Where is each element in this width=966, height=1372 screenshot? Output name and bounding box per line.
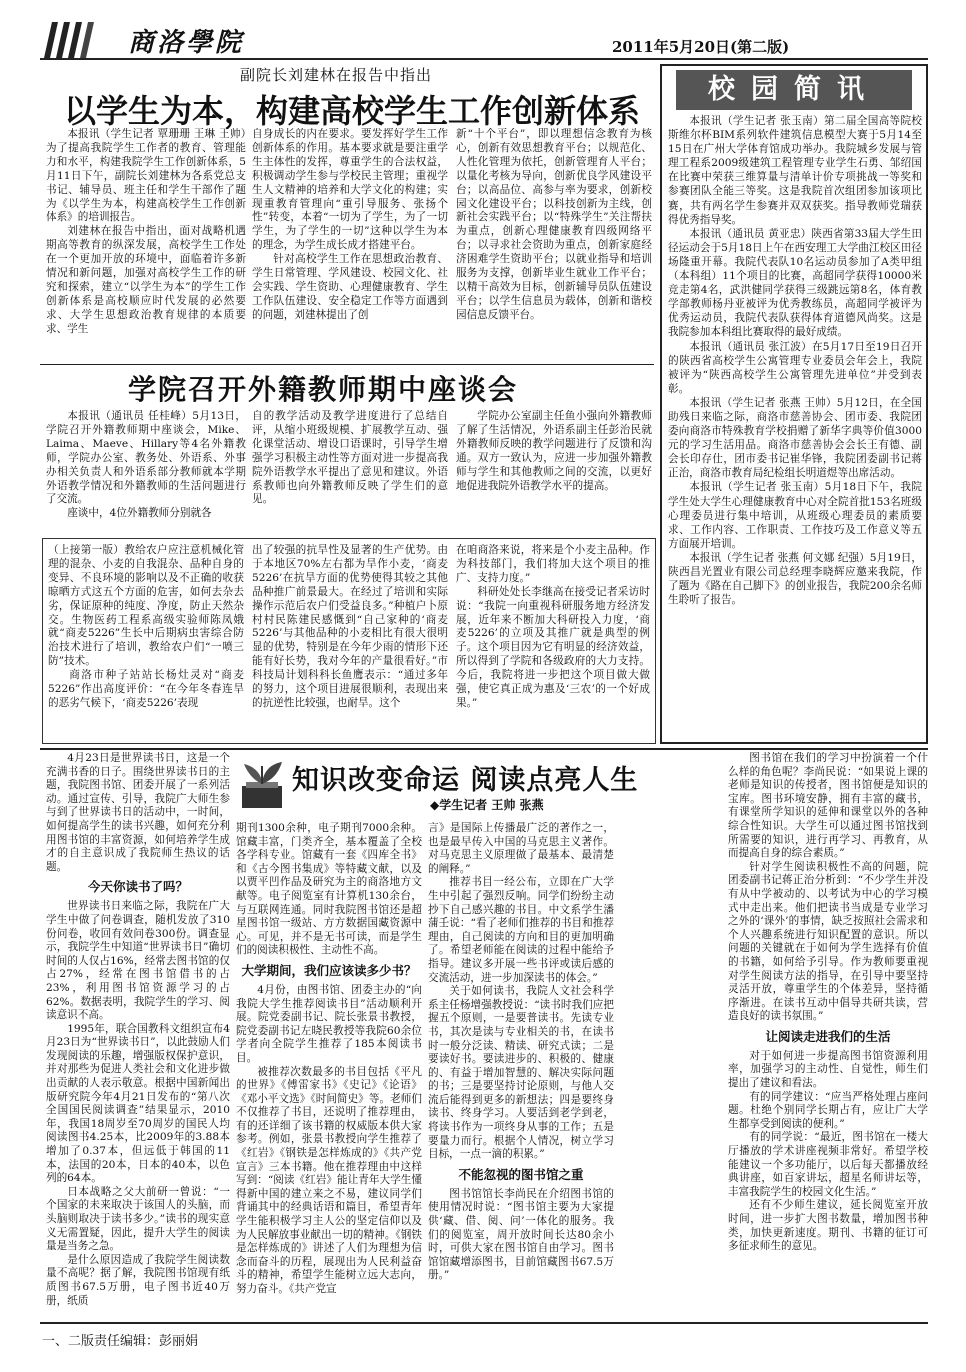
paragraph: 科研处处长李继高在接受记者采访时说：“我院一向重视科研服务地方经济发展，近年来不断加大科研投入力度，‘商麦5226’的立项及其推广就是典型的例子。这个项目因为它有明显的经济效益，所以得到了学院和各级政府的大力支持。今后，我院将进一步把这个项目做大做强，使它真正成为惠及‘三农’的一个好成果。” [456,585,650,709]
paragraph: 对于如何进一步提高图书馆资源利用率，加强学习的主动性、自觉性，师生们提出了建议和看法。 [728,1049,928,1090]
subheading: 不能忽视的图书馆之重 [458,1166,584,1182]
paragraph: 有的同学建议：“应当严格处理占座问题。杜绝个别同学长期占有，应让广大学生都享受到阅读的便利。” [728,1090,928,1130]
paragraph: （上接第一版）教给农户应注意机械化管理的混杂、小麦的自我混杂、品种自身的变异、不良环境的影响以及不正确的收获晾晒方式这五个方面的危害，如何去杂去劣，保证原种的纯度、净度，防止天然杂交。生物医药工程系高级实验师陈凤娥就“商麦5226”生长中后期病虫害综合防治技术进行了培训，教给农户们“一喷三防”技术。 [48,544,244,668]
briefs-title: 校园简讯 [676,70,912,110]
paragraph: 刘建林在报告中指出，面对战略机遇期高等教育的纵深发展，高校学生工作处在一个更加开放的环境中，面临着许多新情况和新问题，加强对高校学生工作的研究和探索，建立“以学生为本”的学生工作创新体系是高校顺应时代发展的必然要求、大学生思想政治教育规律的本质要求、学生 [46,225,246,335]
feature-col3 [428,822,614,1318]
article1-col1 [46,128,246,360]
article2-col1 [46,410,246,534]
brief-item: 本报讯（学生记者 张燕 王帅）5月12日，在全国助残日来临之际，商洛市慈善协会、团市委、我院团委向商洛市特殊教育学校捐赠了新华字典等价值3000元的学习生活用品。商洛市慈善协会会长王有德、副会长印存仕，团市委书记崔华锋，我院团委副书记蒋正治，商洛市教育局纪检组长明道煜等出席活动。 [668,396,922,480]
subheading: 大学期间，我们应该读多少书？ [241,962,417,978]
paragraph: 图书馆馆长李尚民在介绍图书馆的使用情况时说：“图书馆主要为大家提供‘藏、借、阅、问’一体化的服务。我们的阅览室，周开放时间长达80余小时，可供大家在图书馆自由学习。图书馆馆藏增添图书，目前馆藏图书67.5万册。” [428,1187,614,1282]
footer-editor: 一、二版责任编辑：彭丽娟 [42,1334,199,1349]
paragraph: 新“十个平台”，即以理想信念教育为核心，创新有效思想教育平台；以规范化、人性化管理为依托，创新管理育人平台；以量化考核为导向，创新优良学风建设平台；以高品位、高参与率为要求，创新校园文化建设平台；以科技创新为主线，创新社会实践平台；以“特殊学生”关注帮扶为重点，创新心理健康教育四级网络平台；以寻求社会资助为重点，创新家庭经济困难学生资助平台；以就业指导和培训服务为支撑，创新毕业生就业工作平台；以精干高效为目标，创新辅导员队伍建设平台；以学生信息员为载体，创新和谐校园信息反馈平台。 [456,128,652,321]
paragraph: 推荐书目一经公布，立即在广大学生中引起了强烈反响。同学们纷纷主动抄下自己感兴趣的书目。中文系学生潘蒲壬说：“看了老师们推荐的书目和推荐理由，自己阅读的方向和目的更加明确了。希望老师能在阅读的过程中能给予指导。建议多开展一些书评或读后感的交流活动，进一步加深读书的体会。” [428,876,614,984]
masthead-rule [40,58,928,60]
paragraph: 出了较强的抗旱性及显著的生产优势。由于本地区70%左右都为旱作小麦，‘商麦5226’在抗旱方面的优势使得其较之其他品种推广前景最大。在经过了培训和实际操作示范后农户们受益良多。”种植户卜原村村民陈建民感慨到“自己家种的‘商麦5226’与其他品种的小麦相比有很大很明显的优势，特别是在今年少雨的情形下还能有好长势，我对今年的产量很看好。”市科技局计划科科长鱼鹰表示：“通过多年的努力，这个项目进展很顺利，表现出来的抗逆性比较强，也耐旱。这个 [252,544,448,709]
paragraph: 言》是国际上传播最广泛的著作之一，也是最早传入中国的马克思主义著作。对马克思主义原理做了最基本、最清楚的阐释。” [428,822,614,875]
paragraph: 本报讯（通讯员 任桂峰）5月13日，学院召开外籍教师期中座谈会，Mike、Laima、Maeve、Hillary等4名外籍教师，学院办公室、教务处、外语系、外事办相关负责人和外语系部分教师就本学期外语教学情况和外籍教师的生活问题进行了交流。 [46,410,246,506]
subheading: 让阅读走进我们的生活 [765,1028,891,1044]
footer-rule [40,1322,928,1324]
article2-col2 [252,410,448,534]
feature-byline: ◆学生记者 王帅 张燕 [430,798,544,812]
continued-col2 [252,544,448,740]
paragraph: 自身成长的内在要求。要发挥好学生工作创新体系的作用。基本要求就是要注重学生主体性的发挥，尊重学生的合法权益，积极调动学生参与学校民主管理；重视学生人文精神的培养和大学文化的构建；实现重教育管理向“重引导服务、张扬个性”转变，本着“一切为了学生，为了一切学生，为了学生的一切”这种以学生为本的理念，为学生成长成才搭建平台。 [252,128,448,252]
masthead-logo: 商洛學院 [128,28,245,58]
paragraph: 4月23日是世界读书日，这是一个充满书香的日子。围绕世界读书日的主题，我院图书馆、团委开展了一系列活动。通过宣传、引导，我院广大师生参与到了世界读书日的活动中，一时间，如何提高学生的读书兴趣，如何充分利用图书馆的丰富资源，如何培养学生成才的自主意识成了我院师生热议的话题。 [46,752,230,873]
feature-col2 [236,822,422,1318]
paragraph: 被推荐次数最多的书目包括《平凡的世界》《傅雷家书》《史记》《论语》《邓小平文选》《时间简史》等。老师们不仅推荐了书目，还说明了推荐理由，有的还详细了该书籍的权威版本供大家参考。例如，张景书教授向学生推荐了《红岩》《钢铁是怎样炼成的》《共产党宣言》三本书籍。他在推荐理由中这样写到：“阅读《红岩》能让青年大学生懂得新中国的建立来之不易，建议同学们背诵其中的经典话语和篇目，希望青年学生能积极学习主人公的坚定信仰以及为人民解放事业献出一切的精神。《钢铁是怎样炼成的》讲述了人们为理想为信念而奋斗的历程，展现出为人民利益奋斗的精神，希望学生能树立远大志向，努力奋斗。《共产党宣 [236,1065,422,1295]
continued-col3 [456,544,650,740]
paragraph: 图书馆在我们的学习中扮演着一个什么样的角色呢？李尚民说：“如果说上课的老师是知识的传授者，图书馆便是知识的宝库。图书环境安静，拥有丰富的藏书，有课堂所学知识的延伸和课堂以外的各种综合性知识。大学生可以通过图书馆找到所需要的知识，进行再学习、再教育，从而提高自身的综合素质。” [728,752,928,860]
masthead-stripes-icon [42,18,100,60]
paragraph: 1995年，联合国教科文组织宣布4月23日为“世界读书日”，以此鼓励人们发现阅读的乐趣，增强版权保护意识，并对那些为促进人类社会和文化进步做出贡献的人表示敬意。根据中国新闻出版研究院今年4月21日发布的“第八次全国国民阅读调查”结果显示，2010年，我国18周岁至70周岁的国民人均阅读图书4.25本，比2009年的3.88本增加了0.37本，但远低于韩国的11本，法国的20本，日本的40本，以色列的64本。 [46,1022,230,1185]
brief-item: 本报讯（学生记者 张玉南）5月18日下午，我院学生处大学生心理健康教育中心对全院首批153名班级心理委员进行集中培训，从班级心理委员的素质要求、工作内容、工作职责、工作技巧及工作意义等五方面展开培训。 [668,481,922,550]
paragraph: 4月份，由图书馆、团委主办的“向我院大学生推荐阅读书目”活动顺利开展。院党委副书记、院长张景书教授，院党委副书记左晓民教授等我院60余位学者向全院学生推荐了185本阅读书目。 [236,983,422,1064]
article1-headline: 以学生为本，构建高校学生工作创新体系 [64,92,641,130]
paragraph: 商洛市种子站站长杨灶灵对“商麦5226”作出高度评价：“在今年冬春连旱的恶劣气候下，‘商麦5226’表现 [48,669,244,709]
article1-kicker: 副院长刘建林在报告中指出 [240,66,433,84]
article1-col2 [252,128,448,360]
feature-col1 [46,752,230,1318]
paragraph: 针对学生阅读积极性不高的问题，院团委副书记蒋正治分析到：“不少学生并没有从中学被动的、以考试为中心的学习模式中走出来。他们把读书当成是专业学习之外的‘课外’的事情，缺乏按照社会需求和个人兴趣系统进行知识配置的意识。所以问题的关键就在于如何为学生选择有价值的书籍，如何给予引导。作为教师要重视对学生阅读方法的指导，在引导中要坚持灵活开放，尊重学生的个体差异，坚持循序渐进。在读书互动中倡导共研共读，营造良好的读书氛围。” [728,860,928,1023]
paragraph: 本报讯（学生记者 覃珊珊 王琳 王帅）为了提高我院学生工作者的教育、管理能力和水平，构建我院学生工作创新体系，5月11日下午，副院长刘建林为各系党总支书记、辅导员、班主任和学生干部作了题为《以学生为本，构建高校学生工作创新体系》的培训报告。 [46,128,246,224]
paragraph: 关于如何读书，我院人文社会科学系主任杨增强教授说：“读书时我们应把握五个原则，一是要普读书。先读专业书，其次是读与专业相关的书，在读书时一般分泛读、精读、研究式读；二是要读好书。要读进步的、积极的、健康的、有益于增加智慧的、解决实际问题的书；三是要坚持讨论原则，与他人交流后能得到更多的新想法；四是要终身读书、终身学习。人要活到老学到老，将读书作为一项终身从事的工作；五是要量力而行。根据个人情况，树立学习目标，一点一滴的积累。” [428,985,614,1161]
briefs-body [668,114,922,740]
paragraph: 在咱商洛来说，将来是个小麦主品种。作为科技部门，我们将加大这个项目的推广、支持力度。” [456,544,650,584]
feature-col4 [728,752,928,1318]
brief-item: 本报讯（学生记者 张燕 何文娜 纪强）5月19日，陕西昌光置业有限公司总经理李晓辉应邀来我院，作了题为《路在自己脚下》的创业报告，我院200余名师生聆听了报告。 [668,551,922,607]
paragraph: 针对高校学生工作在思想政治教育、学生日常管理、学风建设、校园文化、社会实践、学生资助、心理健康教育、学生工作队伍建设、安全稳定工作等方面遇到的问题，刘建林提出了创 [252,253,448,321]
brief-item: 本报讯（通讯员 张江波）在5月17日至19日召开的陕西省高校学生公寓管理专业委员会年会上，我院被评为“陕西高校学生公寓管理先进单位”并受到表彰。 [668,340,922,395]
paragraph: 有的同学说：“最近，图书馆在一楼大厅播放的学术讲座视频非常好。希望学校能建议一个多功能厅，以后每天都播放经典讲座，如百家讲坛，超星名师讲坛等，丰富我院学生的校园文化生活。” [728,1131,928,1198]
book-plant-icon [236,756,288,812]
article2-col3 [456,410,652,534]
paragraph: 座谈中，4位外籍教师分别就各 [67,507,212,520]
divider [40,364,654,365]
article1-col3 [456,128,652,360]
section-divider [40,748,928,750]
issue-date: 2011年5月20日(第二版) [612,38,790,56]
paragraph: 世界读书日来临之际，我院在广大学生中做了问卷调查，随机发放了310份问卷，收回有效问卷300份。调查显示，我院学生中知道“世界读书日”确切时间的人仅占16%，经常去图书馆的仅占27%，经常在图书馆借书的占23%，利用图书馆资源学习的占62%。数据表明，我院学生的学习、阅读意识不高。 [46,900,230,1022]
paragraph: 日本战略之父大前研一曾说：“一个国家的未来取决于该国人的头脑，而头脑则取决于读书多少。”读书的现实意义无需置疑，因此，提升大学生的阅读量是当务之急。 [46,1185,230,1253]
paragraph: 是什么原因造成了我院学生阅读数量不高呢？据了解，我院图书馆现有纸质图书67.5万册，电子图书近40万册，纸质 [46,1253,230,1307]
article2-headline: 学院召开外籍教师期中座谈会 [128,373,519,406]
continued-col1 [48,544,244,740]
paragraph: 还有不少师生建议，延长阅览室开放时间，进一步扩大图书数量，增加图书种类，加快更新速度。期刊、书籍的征订可多征求师生的意见。 [728,1199,928,1253]
paragraph: 学院办公室副主任鱼小强向外籍教师了解了生活情况，外语系副主任彭治民就外籍教师反映的教学问题进行了反馈和沟通。双方一致认为，应进一步加强外籍教师与学生和其他教师之间的交流，以更好地促进我院外语教学水平的提高。 [456,410,652,492]
feature-headline: 知识改变命运 阅读点亮人生 [292,765,639,796]
brief-item: 本报讯（通讯员 黄亚忠）陕西省第33届大学生田径运动会于5月18日上午在西安理工大学曲江校区田径场隆重开幕。我院代表队10名运动员参加了A类甲组（本科组）11个项目的比赛，高超同学获得10000米竞走第4名，武洪健同学获得三级跳远第8名，体育教学部教师杨丹亚被评为优秀教练员，高超同学被评为优秀运动员，我院代表队获得体育道德风尚奖。这是我院参加本科组比赛取得的最好成绩。 [668,227,922,339]
brief-item: 本报讯（学生记者 张玉南）第二届全国高等院校斯维尔杯BIM系列软件建筑信息模型大赛于5月14至15日在广州大学体育馆成功举办。我院城乡发展与管理工程系2009级建筑工程管理专业学生石勇、邹绍国在比赛中荣获三维算量与清单计价专项挑战一等奖和参赛团队全能三等奖。这是我院首次组团参加该项比赛，共有两名学生参赛并双双获奖。指导教师党瑞获得优秀指导奖。 [668,115,922,226]
paragraph: 自的教学活动及教学进度进行了总结自评，从缩小班级规模、扩展教学互动、强化课堂活动、增设口语课时，引导学生增强学习积极主动性等方面对进一步提高我院外语教学水平提出了意见和建议。外语系教师也向外籍教师反映了学生们的意见。 [252,410,448,506]
subheading: 今天你读书了吗？ [87,879,188,895]
paragraph: 期刊1300余种，电子期刊7000余种。馆藏丰富，门类齐全，基本覆盖了全校各学科专业。馆藏有一套《四库全书》和《古今图书集成》等特藏文献，以及以贾平凹作品及研究为主的商洛地方文献等。电子阅览室有计算机130余台，与互联网连通。同时我院图书馆还是超星图书馆一级站、方方数据国藏资源中心。可见，并不是无书可读，而是学生们的阅读积极性、主动性不高。 [236,822,422,957]
